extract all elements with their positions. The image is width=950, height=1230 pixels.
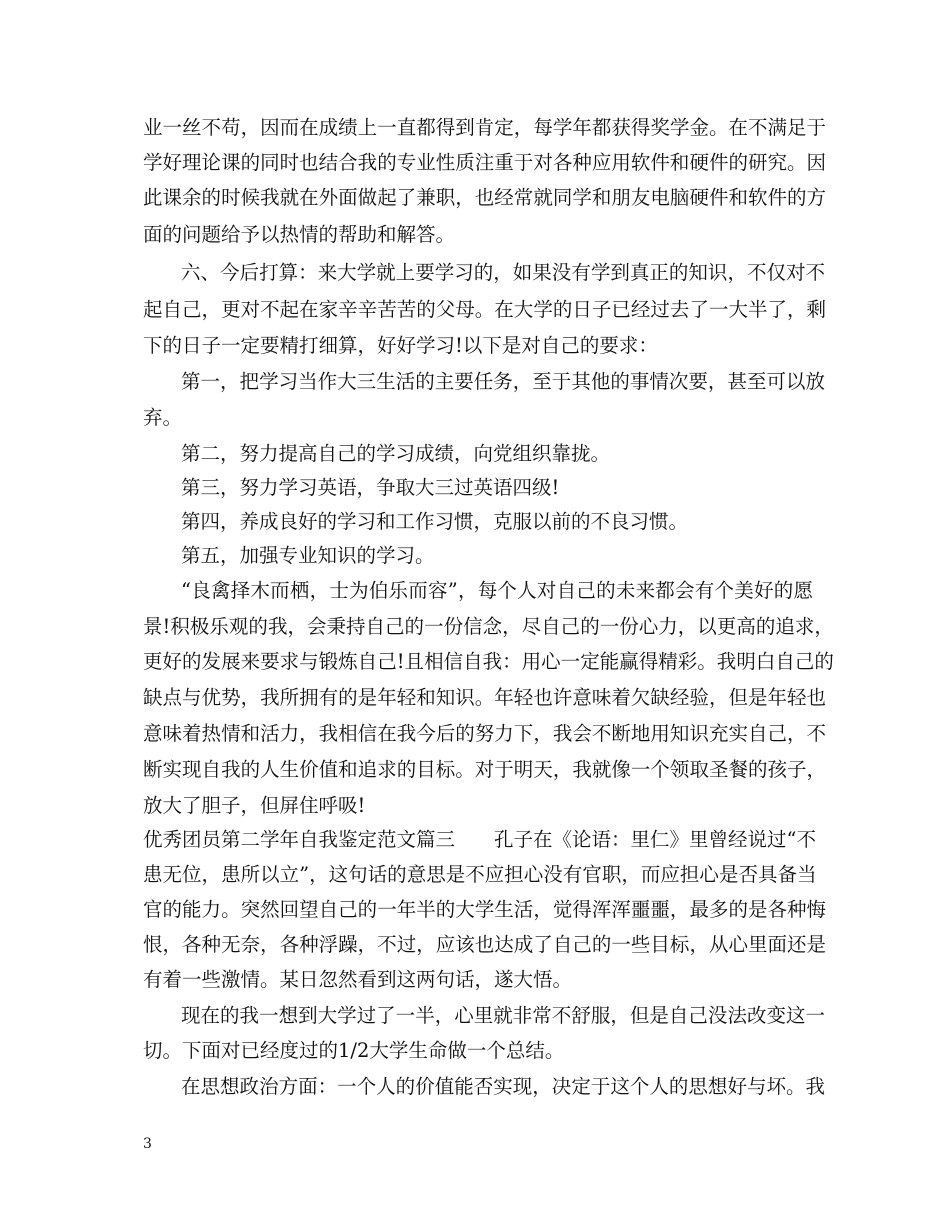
text-line: 第二，努力提高自己的学习成绩，向党组织靠拢。 — [181, 442, 611, 465]
text-line: 恨 ， 各 种 无 奈 ， 各 种 浮 躁 ， 不 过 ， 应 该 也 达 成 了 自 己 的 一 些 目 标 ， 从 心 里 面 还 是 — [143, 933, 827, 956]
page-number: 3 — [143, 1136, 152, 1152]
text-line: 第五，加强专业知识的学习。 — [181, 544, 435, 567]
text-line: 放大了胆子，但屏住呼吸! — [143, 794, 366, 817]
text-line: 切。下面对已经度过的1/2大学生命做一个总结。 — [143, 1039, 565, 1062]
text-line: 景 ! 积 极 乐 观 的 我 ， 会 秉 持 自 己 的 一 份 信 念 ， 尽 自 己 的 一 份 心 力 ， 以 更 高 的 追 求 ， — [143, 615, 834, 638]
text-line: 更 好 的 发 展 来 要 求 与 锻 炼 自 己 ! 且 相 信 自 我 ： 用 心 一 定 能 赢 得 精 彩 。 我 明 白 自 己 的 — [143, 650, 834, 673]
text-line: 弃。 — [143, 406, 183, 429]
text-line: 在 思 想 政 治 方 面 ： 一 个 人 的 价 值 能 否 实 现 ， 决 定 于 这 个 人 的 思 想 好 与 坏 。 我 — [181, 1075, 826, 1098]
text-line: 第 一 ， 把 学 习 当 作 大 三 生 活 的 主 要 任 务 ， 至 于 其 他 的 事 情 次 要 ， 甚 至 可 以 放 — [181, 370, 826, 393]
text-line: 学 好 理 论 课 的 同 时 也 结 合 我 的 专 业 性 质 注 重 于 对 各 种 应 用 软 件 和 硬 件 的 研 究 。 因 — [143, 151, 827, 174]
text-line: 六 、 今 后 打 算 ： 来 大 学 就 上 要 学 习 的 ， 如 果 没 有 学 到 真 正 的 知 识 ， 不 仅 对 不 — [181, 261, 826, 284]
text-line: 第三，努力学习英语，争取大三过英语四级! — [181, 476, 560, 499]
text-line: 业 一 丝 不 苟 ， 因 而 在 成 绩 上 一 直 都 得 到 肯 定 ， 每 学 年 都 获 得 奖 学 金 。 在 不 满 足 于 — [143, 116, 827, 139]
section-heading-line: 优秀团员第二学年自我鉴定范文篇三 孔子在《论语：里仁》里曾经说过“不 — [143, 828, 816, 851]
text-line: 患 无 位 ， 患 所 以 立 ” ， 这 句 话 的 意 思 是 不 应 担 心 没 有 官 职 ， 而 应 担 心 是 否 具 备 当 — [143, 863, 817, 886]
text-line: 意 味 着 热 情 和 活 力 ， 我 相 信 在 我 今 后 的 努 力 下 ， 我 会 不 断 地 用 知 识 充 实 自 己 ， 不 — [143, 722, 827, 745]
text-line: 此 课 余 的 时 候 我 就 在 外 面 做 起 了 兼 职 ， 也 经 常 就 同 学 和 朋 友 电 脑 硬 件 和 软 件 的 方 — [143, 186, 827, 209]
text-line: 面的问题给予以热情的帮助和解答。 — [143, 223, 456, 246]
text-line: 官 的 能 力 。 突 然 回 望 自 己 的 一 年 半 的 大 学 生 活 ， 觉 得 浑 浑 噩 噩 ， 最 多 的 是 各 种 悔 — [143, 898, 827, 921]
text-line: 起 自 己 ， 更 对 不 起 在 家 辛 辛 苦 苦 的 父 母 。 在 大 学 的 日 子 已 经 过 去 了 一 大 半 了 ， 剩 — [143, 298, 827, 321]
text-line: 缺 点 与 优 势 ， 我 所 拥 有 的 是 年 轻 和 知 识 。 年 轻 也 许 意 味 着 欠 缺 经 验 ， 但 是 年 轻 也 — [143, 686, 827, 709]
text-line: 有着一些激情。某日忽然看到这两句话，遂大悟。 — [143, 968, 573, 991]
text-line: 下的日子一定要精打细算，好好学习!以下是对自己的要求： — [143, 334, 658, 357]
text-line: 第四，养成良好的学习和工作习惯，克服以前的不良习惯。 — [181, 510, 689, 533]
text-line: 现 在 的 我 一 想 到 大 学 过 了 一 半 ， 心 里 就 非 常 不 舒 服 ， 但 是 自 己 没 法 改 变 这 一 — [181, 1004, 826, 1027]
text-line: “ 良 禽 择 木 而 栖 ， 士 为 伯 乐 而 容 ” ， 每 个 人 对 自 己 的 未 来 都 会 有 个 美 好 的 愿 — [181, 579, 813, 602]
text-line: 断 实 现 自 我 的 人 生 价 值 和 追 求 的 目 标 。 对 于 明 天 ， 我 就 像 一 个 领 取 圣 餐 的 孩 子 ， — [143, 758, 827, 781]
